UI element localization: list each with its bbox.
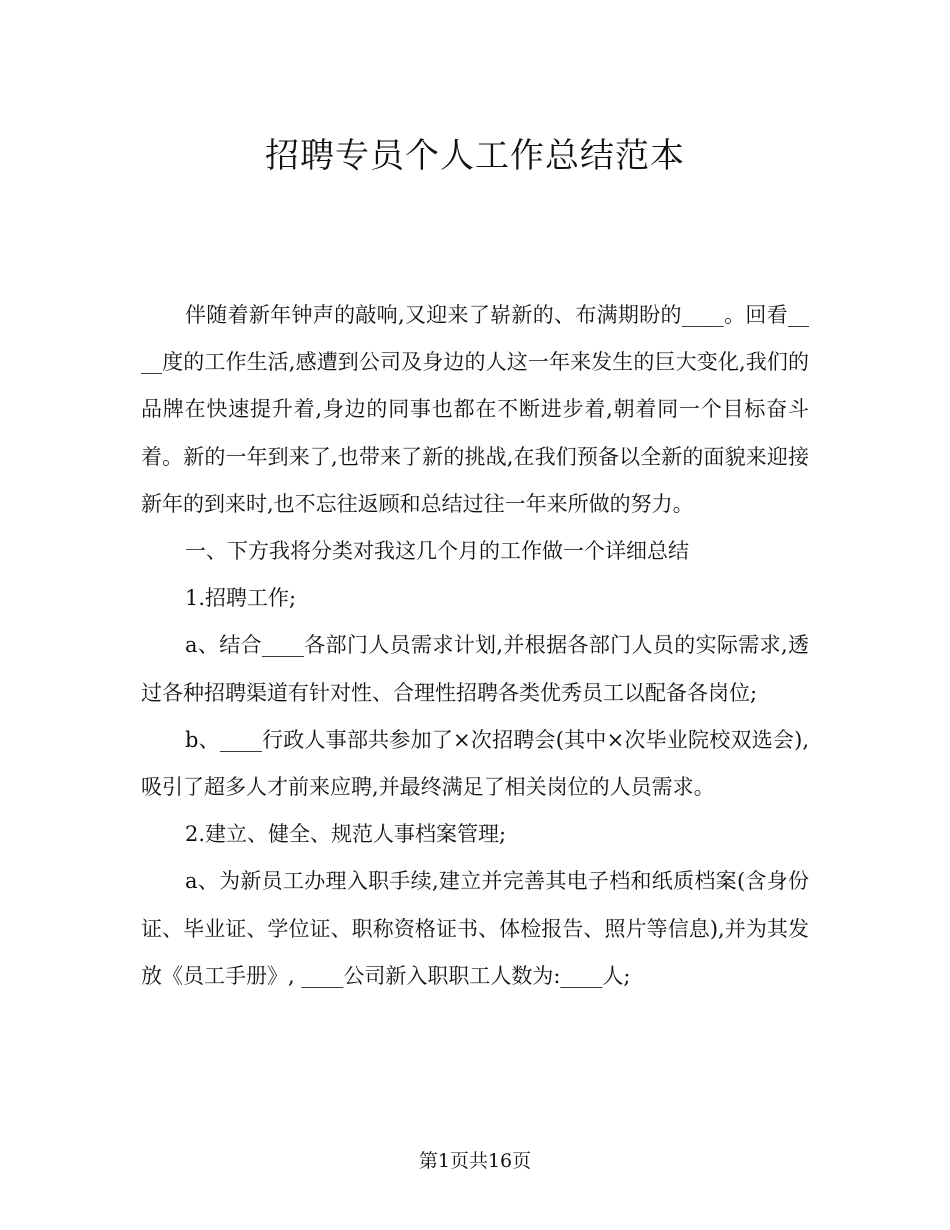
paragraph-item-a-onboarding: a、为新员工办理入职手续,建立并完善其电子档和纸质档案(含身份证、毕业证、学位证、职称资格证书、体检报告、照片等信息),并为其发放《员工手册》, ____公司新入职职工人数为:____人;: [141, 869, 809, 988]
subheading-recruitment: 1.招聘工作;: [185, 586, 297, 611]
document-title: 招聘专员个人工作总结范本: [265, 136, 685, 176]
page-number-footer: 第1页共16页: [418, 1150, 532, 1172]
paragraph-item-a-recruitment: a、结合____各部门人员需求计划,并根据各部门人员的实际需求,透过各种招聘渠道有针对性、合理性招聘各类优秀员工以配备各岗位;: [141, 633, 809, 705]
paragraph-item-b-job-fairs: b、____行政人事部共参加了×次招聘会(其中×次毕业院校双选会),吸引了超多人才前来应聘,并最终满足了相关岗位的人员需求。: [141, 727, 809, 800]
section-heading-summary: 一、下方我将分类对我这几个月的工作做一个详细总结: [185, 539, 689, 564]
document-body: [141, 292, 809, 1000]
subheading-personnel-files: 2.建立、健全、规范人事档案管理;: [185, 822, 507, 847]
paragraph-intro: 伴随着新年钟声的敲响,又迎来了崭新的、布满期盼的____。回看____度的工作生活,感遭到公司及身边的人这一年来发生的巨大变化,我们的品牌在快速提升着,身边的同事也都在不断进步着,朝着同一个目标奋斗着。新的一年到来了,也带来了新的挑战,在我们预备以全新的面貌来迎接新年的到来时,也不忘往返顾和总结过往一年来所做的努力。: [141, 303, 809, 516]
